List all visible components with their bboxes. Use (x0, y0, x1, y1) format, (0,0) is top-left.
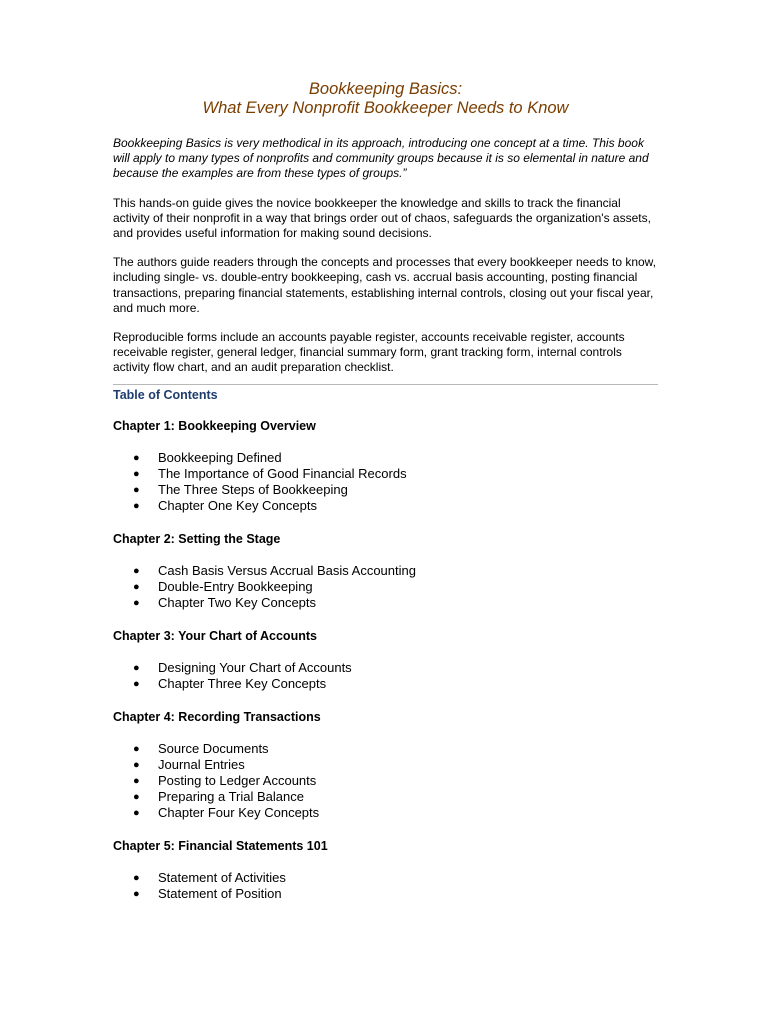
bullet-icon: ● (133, 806, 140, 819)
list-item-text: The Three Steps of Bookkeeping (158, 481, 348, 497)
section-divider (113, 384, 658, 385)
toc-chapters (113, 418, 658, 902)
chapter-5-topic-list (113, 870, 658, 902)
list-item-text: Source Documents (158, 740, 269, 756)
bullet-icon: ● (133, 564, 140, 577)
chapter-4-topic-list (113, 741, 658, 821)
list-item-text: Statement of Activities (158, 869, 286, 885)
list-item-text: Preparing a Trial Balance (158, 788, 304, 804)
list-item-text: Statement of Position (158, 885, 282, 901)
document-title (113, 80, 658, 118)
list-item (113, 595, 658, 611)
intro-paragraph-forms: Reproducible forms include an accounts payable register, accounts receivable register, accounts receivable register, general ledger, financial summary form, grant tracking form, internal controls activity flow chart, and an audit preparation checklist. (113, 330, 625, 375)
title-line-2: What Every Nonprofit Bookkeeper Needs to Know (202, 99, 569, 117)
intro-paragraph-authors: The authors guide readers through the concepts and processes that every bookkeeper needs to know, including single- vs. double-entry bookkeeping, cash vs. accrual basis accounting, posting financial transactions, preparing financial statements, establishing internal controls, closing out your fiscal year, and much more. (113, 255, 657, 315)
list-item-text: Chapter One Key Concepts (158, 497, 317, 513)
list-item-text: Bookkeeping Defined (158, 449, 282, 465)
list-item-text: The Importance of Good Financial Records (158, 465, 407, 481)
chapter-title-2: Chapter 2: Setting the Stage (113, 531, 281, 546)
bullet-icon: ● (133, 467, 140, 480)
bullet-icon: ● (133, 661, 140, 674)
list-item (113, 870, 658, 886)
list-item (113, 741, 658, 757)
list-item (113, 773, 658, 789)
list-item-text: Double-Entry Bookkeeping (158, 578, 313, 594)
document-page (113, 80, 658, 919)
bullet-icon: ● (133, 742, 140, 755)
list-item (113, 676, 658, 692)
list-item-text: Chapter Two Key Concepts (158, 594, 317, 610)
list-item-text: Chapter Four Key Concepts (158, 804, 320, 820)
chapter-title-5: Chapter 5: Financial Statements 101 (113, 838, 328, 853)
list-item (113, 789, 658, 805)
list-item-text: Posting to Ledger Accounts (158, 772, 317, 788)
bullet-icon: ● (133, 580, 140, 593)
list-item (113, 805, 658, 821)
bullet-icon: ● (133, 758, 140, 771)
chapter-title-3: Chapter 3: Your Chart of Accounts (113, 628, 317, 643)
list-item-text: Journal Entries (158, 756, 245, 772)
bullet-icon: ● (133, 887, 140, 900)
list-item (113, 498, 658, 514)
bullet-icon: ● (133, 677, 140, 690)
chapter-2-topic-list (113, 563, 658, 611)
list-item-text: Cash Basis Versus Accrual Basis Accounting (158, 562, 416, 578)
intro-quote-paragraph: Bookkeeping Basics is very methodical in its approach, introducing one concept at a time. This book will apply to many types of nonprofits and community groups because it is so elemental in nature and because the examples are from these types of groups.” (113, 136, 649, 181)
chapter-1-topic-list (113, 450, 658, 514)
bullet-icon: ● (133, 596, 140, 609)
title-line-1: Bookkeeping Basics: (308, 80, 463, 98)
chapter-title-4: Chapter 4: Recording Transactions (113, 709, 321, 724)
list-item (113, 886, 658, 902)
list-item (113, 450, 658, 466)
list-item (113, 757, 658, 773)
list-item (113, 579, 658, 595)
bullet-icon: ● (133, 451, 140, 464)
list-item (113, 482, 658, 498)
bullet-icon: ● (133, 774, 140, 787)
chapter-title-1: Chapter 1: Bookkeeping Overview (113, 418, 316, 433)
bullet-icon: ● (133, 499, 140, 512)
list-item-text: Designing Your Chart of Accounts (158, 659, 352, 675)
bullet-icon: ● (133, 790, 140, 803)
bullet-icon: ● (133, 871, 140, 884)
toc-heading: Table of Contents (113, 387, 218, 402)
bullet-icon: ● (133, 483, 140, 496)
list-item (113, 563, 658, 579)
list-item (113, 660, 658, 676)
list-item (113, 466, 658, 482)
list-item-text: Chapter Three Key Concepts (158, 675, 327, 691)
chapter-3-topic-list (113, 660, 658, 692)
intro-paragraph-guide: This hands-on guide gives the novice bookkeeper the knowledge and skills to track the financial activity of their nonprofit in a way that brings order out of chaos, safeguards the organization's assets, and provides useful information for making sound decisions. (113, 195, 651, 241)
